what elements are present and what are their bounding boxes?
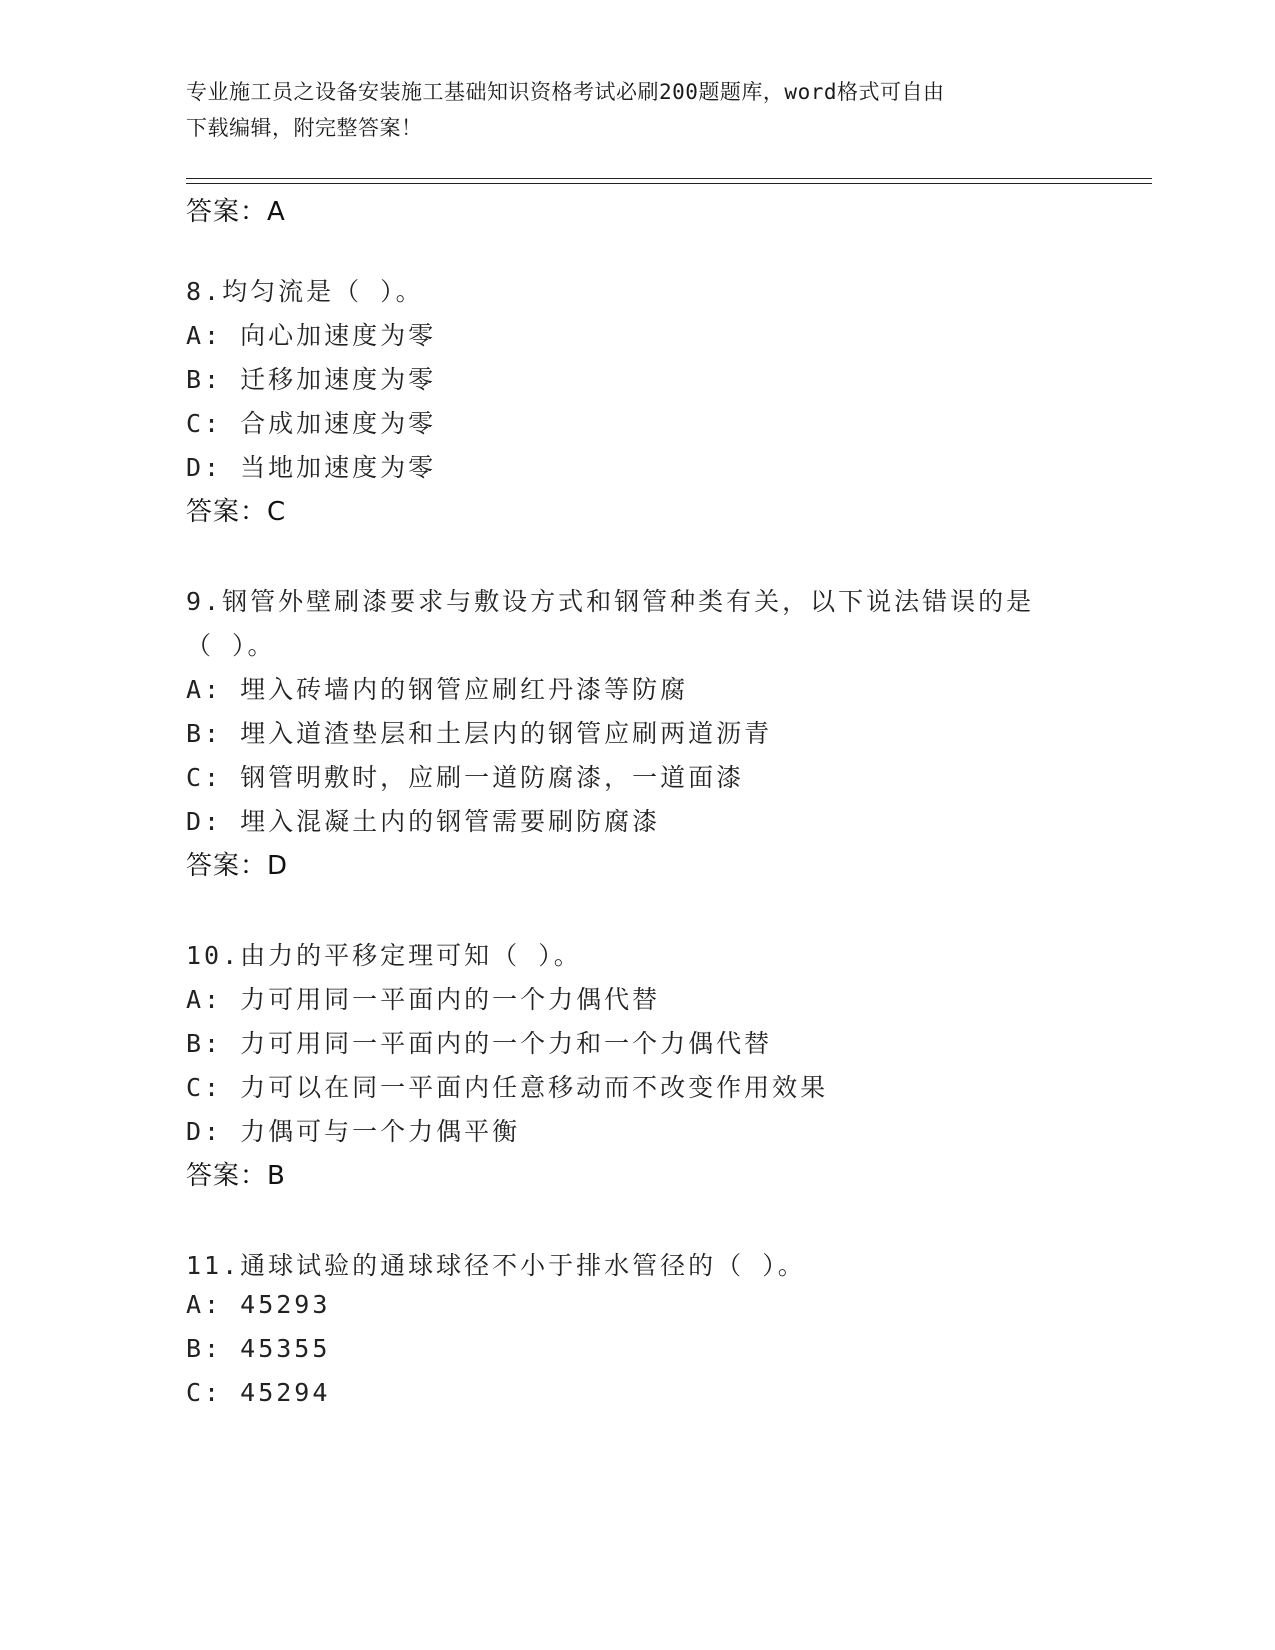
question-answer: 答案：C <box>186 497 287 527</box>
question-option: A: 向心加速度为零 <box>186 321 437 350</box>
question-answer: 答案：D <box>186 851 289 881</box>
question-option: C: 45294 <box>186 1378 331 1407</box>
question-option: B: 力可用同一平面内的一个力和一个力偶代替 <box>186 1029 773 1058</box>
question-stem: 8.均匀流是（ ）。 <box>186 277 424 306</box>
question-option: C: 力可以在同一平面内任意移动而不改变作用效果 <box>186 1073 829 1102</box>
question-option: D: 当地加速度为零 <box>186 453 437 482</box>
header-title-line-2: 下载编辑，附完整答案！ <box>186 116 423 140</box>
question-option: B: 45355 <box>186 1334 331 1363</box>
question-option: D: 埋入混凝土内的钢管需要刷防腐漆 <box>186 807 661 836</box>
question-option: B: 迁移加速度为零 <box>186 365 437 394</box>
header-rule-bottom <box>186 183 1152 184</box>
question-stem-continued: （ ）。 <box>186 631 276 660</box>
document-header <box>186 74 1066 146</box>
answer-previous-question: 答案：A <box>186 197 286 227</box>
header-title-line-1: 专业施工员之设备安装施工基础知识资格考试必刷200题题库，word格式可自由 <box>186 80 945 104</box>
question-option: B: 埋入道渣垫层和土层内的钢管应刷两道沥青 <box>186 719 773 748</box>
question-option: C: 钢管明敷时，应刷一道防腐漆，一道面漆 <box>186 763 745 792</box>
question-stem: 10.由力的平移定理可知（ ）。 <box>186 941 582 970</box>
question-option: A: 埋入砖墙内的钢管应刷红丹漆等防腐 <box>186 675 689 704</box>
question-stem: 9.钢管外壁刷漆要求与敷设方式和钢管种类有关，以下说法错误的是 <box>186 587 1035 616</box>
question-stem: 11.通球试验的通球球径不小于排水管径的（ ）。 <box>186 1251 806 1280</box>
question-option: C: 合成加速度为零 <box>186 409 437 438</box>
question-option: D: 力偶可与一个力偶平衡 <box>186 1117 521 1146</box>
header-rule-top <box>186 178 1152 179</box>
question-option: A: 45293 <box>186 1290 331 1319</box>
question-answer: 答案：B <box>186 1161 286 1191</box>
question-option: A: 力可用同一平面内的一个力偶代替 <box>186 985 661 1014</box>
